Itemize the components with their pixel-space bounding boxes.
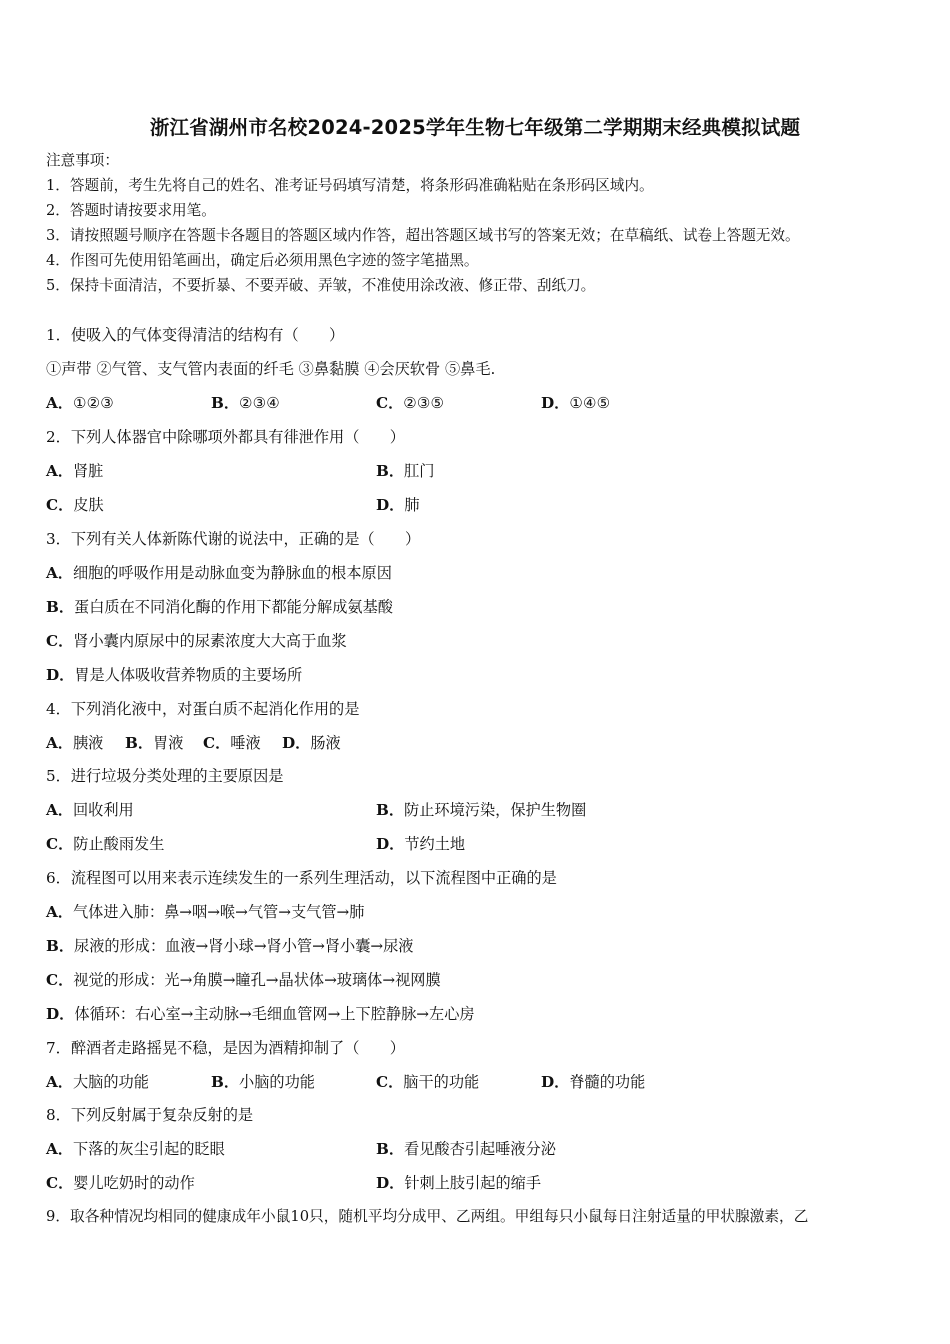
option-a xyxy=(46,1139,225,1159)
option-letter: C． xyxy=(376,1073,404,1091)
option-text: 皮肤 xyxy=(73,496,104,514)
option-text: 小脑的功能 xyxy=(239,1073,315,1091)
question-stem: 3．下列有关人体新陈代谢的说法中，正确的是（ ） xyxy=(46,530,421,548)
option-letter: C． xyxy=(46,1174,74,1192)
option-letter: B． xyxy=(46,598,75,616)
option-text: 防止环境污染，保护生物圈 xyxy=(404,801,587,819)
option-text: 针刺上肢引起的缩手 xyxy=(404,1174,542,1192)
option-b xyxy=(376,800,586,820)
option-a xyxy=(46,563,392,583)
question-stem: 4．下列消化液中，对蛋白质不起消化作用的是 xyxy=(46,700,360,718)
option-b xyxy=(211,393,280,413)
option-text: ②③④ xyxy=(239,394,280,412)
option-c xyxy=(46,834,164,854)
option-letter: B． xyxy=(211,1073,240,1091)
option-text: 体循环：右心室→主动脉→毛细血管网→上下腔静脉→左心房 xyxy=(74,1005,475,1023)
option-c xyxy=(203,733,261,753)
option-letter: D． xyxy=(376,835,405,853)
option-letter: A． xyxy=(46,903,73,921)
option-d xyxy=(541,1072,645,1092)
option-letter: A． xyxy=(46,462,73,480)
option-letter: D． xyxy=(282,734,311,752)
option-letter: A． xyxy=(46,734,73,752)
option-letter: A． xyxy=(46,564,73,582)
option-letter: A． xyxy=(46,1140,73,1158)
question-stem: 2．下列人体器官中除哪项外都具有徘泄作用（ ） xyxy=(46,428,405,446)
option-text: 看见酸杏引起唾液分泌 xyxy=(404,1140,556,1158)
option-text: 肾脏 xyxy=(72,462,104,480)
option-text: ①④⑤ xyxy=(569,394,611,412)
question-stem: 7．醉酒者走路摇晃不稳，是因为酒精抑制了（ ） xyxy=(46,1039,405,1057)
option-c xyxy=(46,631,347,651)
option-letter: B． xyxy=(46,937,75,955)
option-c xyxy=(46,1173,195,1193)
option-letter: B． xyxy=(376,1140,405,1158)
option-text: 婴儿吃奶时的动作 xyxy=(73,1174,195,1192)
option-letter: D． xyxy=(46,1005,75,1023)
option-text: 脑干的功能 xyxy=(403,1073,480,1091)
option-letter: D． xyxy=(46,666,75,684)
option-b xyxy=(125,733,183,753)
notes-item: 2．答题时请按要求用笔。 xyxy=(46,202,216,219)
option-text: 胰液 xyxy=(72,734,104,752)
option-letter: D． xyxy=(541,394,570,412)
option-letter: D． xyxy=(541,1073,570,1091)
notes-item: 1．答题前，考生先将自己的姓名、准考证号码填写清楚，将条形码准确粘贴在条形码区域内。 xyxy=(46,177,654,194)
notes-heading: 注意事项： xyxy=(46,152,119,169)
option-text: 防止酸雨发生 xyxy=(73,835,165,853)
option-text: 视觉的形成：光→角膜→瞳孔→晶状体→玻璃体→视网膜 xyxy=(73,971,441,989)
option-text: 肾小囊内原尿中的尿素浓度大大高于血浆 xyxy=(73,632,347,650)
option-d xyxy=(46,1004,475,1024)
option-letter: A． xyxy=(46,801,73,819)
option-text: 大脑的功能 xyxy=(72,1073,149,1091)
option-c xyxy=(376,393,444,413)
option-c xyxy=(46,495,104,515)
option-text: 节约土地 xyxy=(404,835,466,853)
page-title: 浙江省湖州市名校2024-2025学年生物七年级第二学期期末经典模拟试题 xyxy=(149,116,801,139)
option-letter: C． xyxy=(376,394,404,412)
option-text: 回收利用 xyxy=(72,801,134,819)
option-d xyxy=(376,1173,541,1193)
option-letter: C． xyxy=(46,496,74,514)
option-d xyxy=(282,733,341,753)
option-letter: C． xyxy=(46,835,74,853)
option-text: ①②③ xyxy=(72,394,114,412)
option-d xyxy=(541,393,610,413)
option-text: 尿液的形成：血液→肾小球→肾小管→肾小囊→尿液 xyxy=(74,937,414,955)
notes-item: 3．请按照题号顺序在答题卡各题目的答题区域内作答，超出答题区域书写的答案无效；在草稿纸、试卷上答题无效。 xyxy=(46,227,800,244)
notes-item: 5．保持卡面清洁，不要折暴、不要弄破、弄皱，不准使用涂改液、修正带、刮纸刀。 xyxy=(46,277,596,294)
option-d xyxy=(46,665,302,685)
option-letter: D． xyxy=(376,1174,405,1192)
option-text: 气体进入肺：鼻→咽→喉→气管→支气管→肺 xyxy=(72,903,365,921)
option-text: 肛门 xyxy=(404,462,435,480)
option-a xyxy=(46,902,364,922)
question-stem: 9．取各种情况均相同的健康成年小鼠10只，随机平均分成甲、乙两组。甲组每只小鼠每日注射适量的甲状腺激素，乙 xyxy=(46,1208,809,1225)
question-stem: 8．下列反射属于复杂反射的是 xyxy=(46,1106,254,1124)
option-a xyxy=(46,733,103,753)
question-stem: 1．使吸入的气体变得清洁的结构有（ ） xyxy=(46,326,345,344)
question-stem: 5．进行垃圾分类处理的主要原因是 xyxy=(46,767,284,785)
question-stem: 6．流程图可以用来表示连续发生的一系列生理活动，以下流程图中正确的是 xyxy=(46,869,557,887)
option-b xyxy=(211,1072,315,1092)
option-text: 脊髓的功能 xyxy=(569,1073,646,1091)
question-extra: ①声带 ②气管、支气管内表面的纤毛 ③鼻黏膜 ④会厌软骨 ⑤鼻毛. xyxy=(46,360,496,378)
option-letter: C． xyxy=(46,632,74,650)
option-letter: D． xyxy=(376,496,405,514)
option-b xyxy=(46,936,414,956)
option-b xyxy=(376,461,434,481)
option-letter: B． xyxy=(376,801,405,819)
option-text: 胃液 xyxy=(153,734,184,752)
option-letter: C． xyxy=(203,734,231,752)
option-text: 下落的灰尘引起的眨眼 xyxy=(72,1140,225,1158)
option-text: 细胞的呼吸作用是动脉血变为静脉血的根本原因 xyxy=(72,564,392,582)
option-letter: B． xyxy=(376,462,405,480)
option-letter: A． xyxy=(46,1073,73,1091)
option-d xyxy=(376,834,465,854)
option-letter: B． xyxy=(211,394,240,412)
option-b xyxy=(376,1139,556,1159)
option-text: 肠液 xyxy=(310,734,341,752)
option-d xyxy=(376,495,420,515)
option-text: 唾液 xyxy=(230,734,261,752)
option-a xyxy=(46,393,114,413)
option-c xyxy=(376,1072,479,1092)
option-b xyxy=(46,597,393,617)
option-text: ②③⑤ xyxy=(403,394,445,412)
option-letter: B． xyxy=(125,734,154,752)
option-a xyxy=(46,461,103,481)
option-text: 蛋白质在不同消化酶的作用下都能分解成氨基酸 xyxy=(74,598,393,616)
option-text: 胃是人体吸收营养物质的主要场所 xyxy=(74,666,303,684)
option-a xyxy=(46,800,134,820)
option-a xyxy=(46,1072,149,1092)
option-c xyxy=(46,970,441,990)
option-text: 肺 xyxy=(404,496,420,514)
notes-item: 4．作图可先使用铅笔画出，确定后必须用黑色字迹的签字笔描黑。 xyxy=(46,252,479,269)
option-letter: A． xyxy=(46,394,73,412)
option-letter: C． xyxy=(46,971,74,989)
